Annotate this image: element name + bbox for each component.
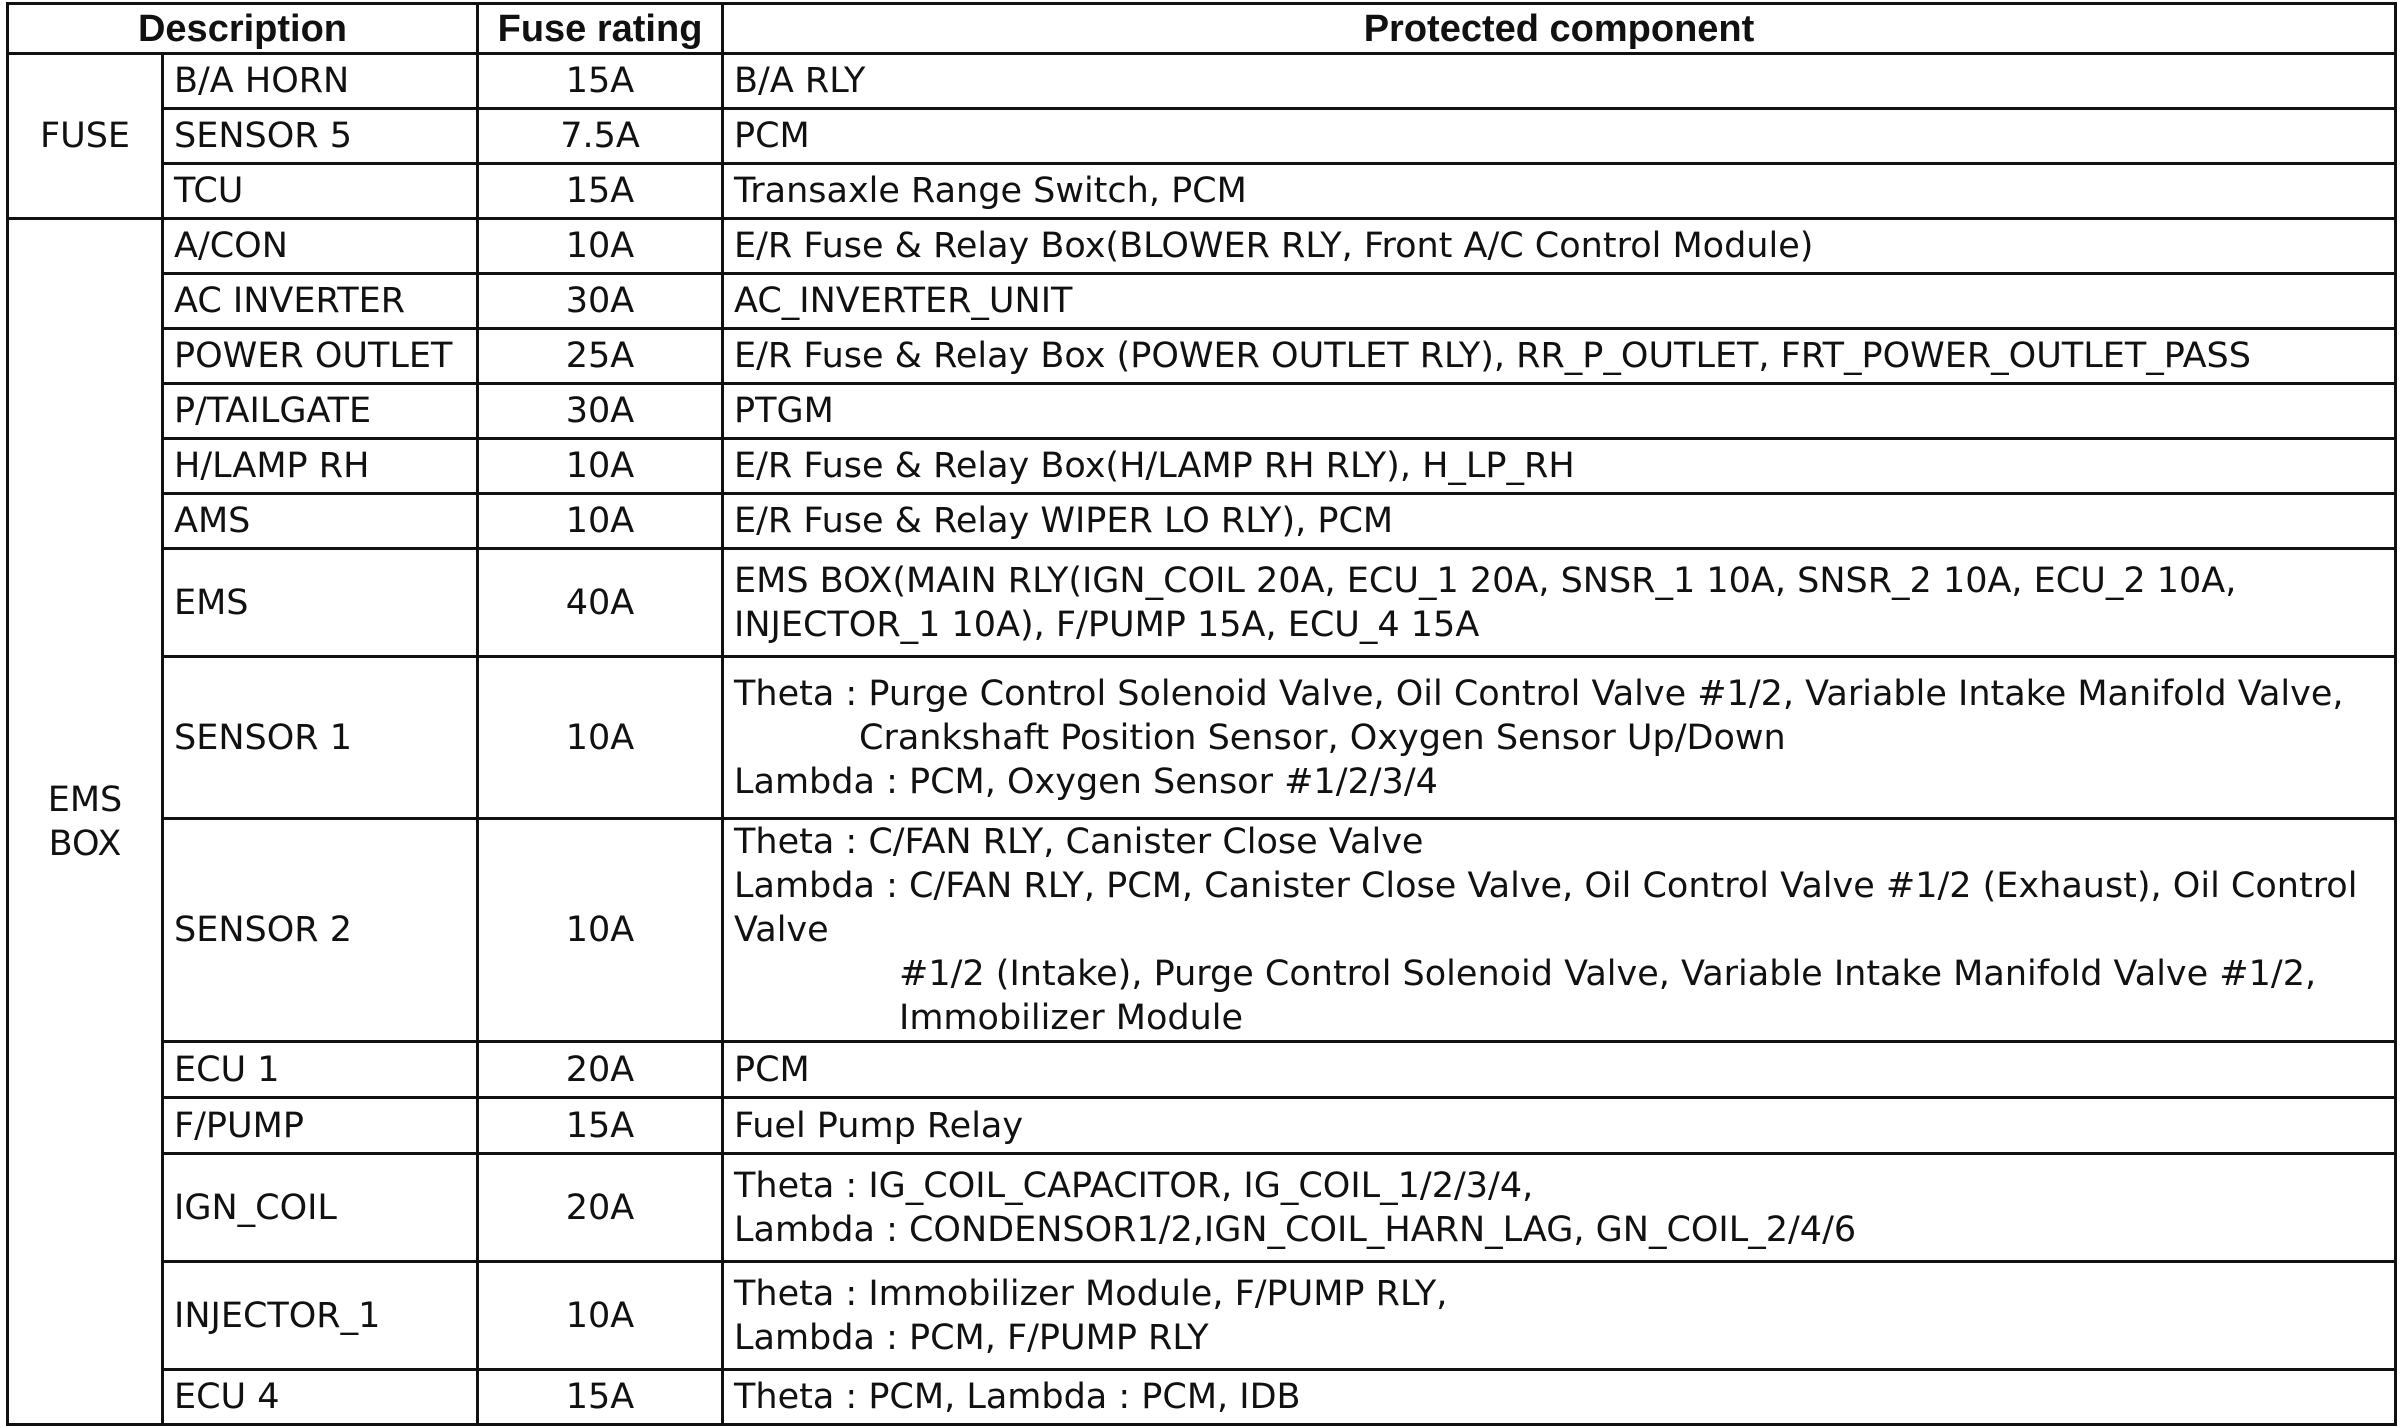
fuse-table [6, 2, 2397, 1426]
fuse-name: ECU 1 [163, 1042, 478, 1098]
fuse-name: SENSOR 5 [163, 109, 478, 164]
component-line: Theta : Immobilizer Module, F/PUMP RLY, [734, 1273, 1448, 1314]
table-row [8, 1262, 2396, 1370]
description-header: Description [8, 4, 478, 54]
fuse-rating: 10A [478, 439, 723, 494]
component-line: #1/2 (Intake), Purge Control Solenoid Valve, Variable Intake Manifold Valve #1/2, [899, 954, 2317, 994]
protected-component: PTGM [723, 384, 2396, 439]
fuse-rating: 10A [478, 819, 723, 1042]
fuse-rating: 10A [478, 1262, 723, 1370]
fuse-name: AMS [163, 494, 478, 549]
protected-component: E/R Fuse & Relay WIPER LO RLY), PCM [723, 494, 2396, 549]
protected-component: E/R Fuse & Relay Box (POWER OUTLET RLY), RR_P_OUTLET, FRT_POWER_OUTLET_PASS [723, 329, 2396, 384]
protected-component: Transaxle Range Switch, PCM [723, 164, 2396, 219]
protected-component [723, 1262, 2396, 1370]
fuse-rating: 15A [478, 54, 723, 109]
table-row [8, 439, 2396, 494]
fuse-name: ECU 4 [163, 1370, 478, 1425]
fuse-rating: 10A [478, 657, 723, 819]
table-row [8, 384, 2396, 439]
table-row [8, 1370, 2396, 1425]
fuse-name: POWER OUTLET [163, 329, 478, 384]
protected-component: AC_INVERTER_UNIT [723, 274, 2396, 329]
fuse-rating: 15A [478, 1370, 723, 1425]
fuse-name: IGN_COIL [163, 1154, 478, 1262]
component-line: Lambda : CONDENSOR1/2,IGN_COIL_HARN_LAG, GN_COIL_2/4/6 [734, 1209, 1857, 1250]
table-row [8, 1154, 2396, 1262]
table-row [8, 164, 2396, 219]
table-row [8, 219, 2396, 274]
fuse-name: EMS [163, 549, 478, 657]
fuse-rating: 15A [478, 1098, 723, 1154]
fuse-name: H/LAMP RH [163, 439, 478, 494]
fuse-name: SENSOR 1 [163, 657, 478, 819]
header-row [8, 4, 2396, 54]
fuse-name: F/PUMP [163, 1098, 478, 1154]
group-fuse: FUSE [8, 54, 163, 219]
protected-component-header: Protected component [723, 4, 2396, 54]
fuse-rating: 15A [478, 164, 723, 219]
component-line: Lambda : PCM, Oxygen Sensor #1/2/3/4 [734, 761, 1438, 802]
fuse-rating: 7.5A [478, 109, 723, 164]
table-row [8, 549, 2396, 657]
fuse-name: SENSOR 2 [163, 819, 478, 1042]
fuse-rating: 25A [478, 329, 723, 384]
protected-component: E/R Fuse & Relay Box(BLOWER RLY, Front A/C Control Module) [723, 219, 2396, 274]
table-row [8, 54, 2396, 109]
protected-component: Theta : PCM, Lambda : PCM, IDB [723, 1370, 2396, 1425]
fuse-name: P/TAILGATE [163, 384, 478, 439]
component-line: Crankshaft Position Sensor, Oxygen Sensor Up/Down [859, 717, 1786, 758]
protected-component: E/R Fuse & Relay Box(H/LAMP RH RLY), H_LP_RH [723, 439, 2396, 494]
table-row [8, 819, 2396, 1042]
protected-component [723, 549, 2396, 657]
fuse-rating: 30A [478, 384, 723, 439]
fuse-rating: 30A [478, 274, 723, 329]
fuse-name: B/A HORN [163, 54, 478, 109]
table-row [8, 657, 2396, 819]
group-ems-box-line1: EMS [47, 779, 123, 820]
group-ems-box-line2: BOX [48, 823, 122, 864]
component-line: EMS BOX(MAIN RLY(IGN_COIL 20A, ECU_1 20A, SNSR_1 10A, SNSR_2 10A, ECU_2 10A, [734, 560, 2237, 601]
fuse-name: INJECTOR_1 [163, 1262, 478, 1370]
table-row [8, 1042, 2396, 1098]
component-line: Theta : IG_COIL_CAPACITOR, IG_COIL_1/2/3/4, [734, 1165, 1534, 1206]
protected-component: Fuel Pump Relay [723, 1098, 2396, 1154]
fuse-rating: 20A [478, 1042, 723, 1098]
group-ems-box [8, 219, 163, 1425]
table-row [8, 274, 2396, 329]
fuse-name: AC INVERTER [163, 274, 478, 329]
fuse-name: A/CON [163, 219, 478, 274]
protected-component: PCM [723, 109, 2396, 164]
protected-component: PCM [723, 1042, 2396, 1098]
fuse-name: TCU [163, 164, 478, 219]
table-row [8, 1098, 2396, 1154]
component-line: INJECTOR_1 10A), F/PUMP 15A, ECU_4 15A [734, 604, 1480, 645]
component-line: Lambda : PCM, F/PUMP RLY [734, 1317, 1209, 1358]
protected-component [723, 819, 2396, 1042]
component-line: Theta : C/FAN RLY, Canister Close Valve [734, 822, 1424, 862]
table-row [8, 329, 2396, 384]
fuse-rating: 10A [478, 219, 723, 274]
table-row [8, 494, 2396, 549]
protected-component: B/A RLY [723, 54, 2396, 109]
fuse-rating: 10A [478, 494, 723, 549]
protected-component [723, 657, 2396, 819]
component-line: Theta : Purge Control Solenoid Valve, Oil Control Valve #1/2, Variable Intake Manifold Valve, [734, 673, 2344, 714]
component-line: Lambda : C/FAN RLY, PCM, Canister Close Valve, Oil Control Valve #1/2 (Exhaust), Oil Control Valve [734, 866, 2358, 950]
fuse-rating: 40A [478, 549, 723, 657]
component-line: Immobilizer Module [899, 998, 1244, 1038]
fuse-rating-header: Fuse rating [478, 4, 723, 54]
fuse-rating: 20A [478, 1154, 723, 1262]
table-row [8, 109, 2396, 164]
protected-component [723, 1154, 2396, 1262]
